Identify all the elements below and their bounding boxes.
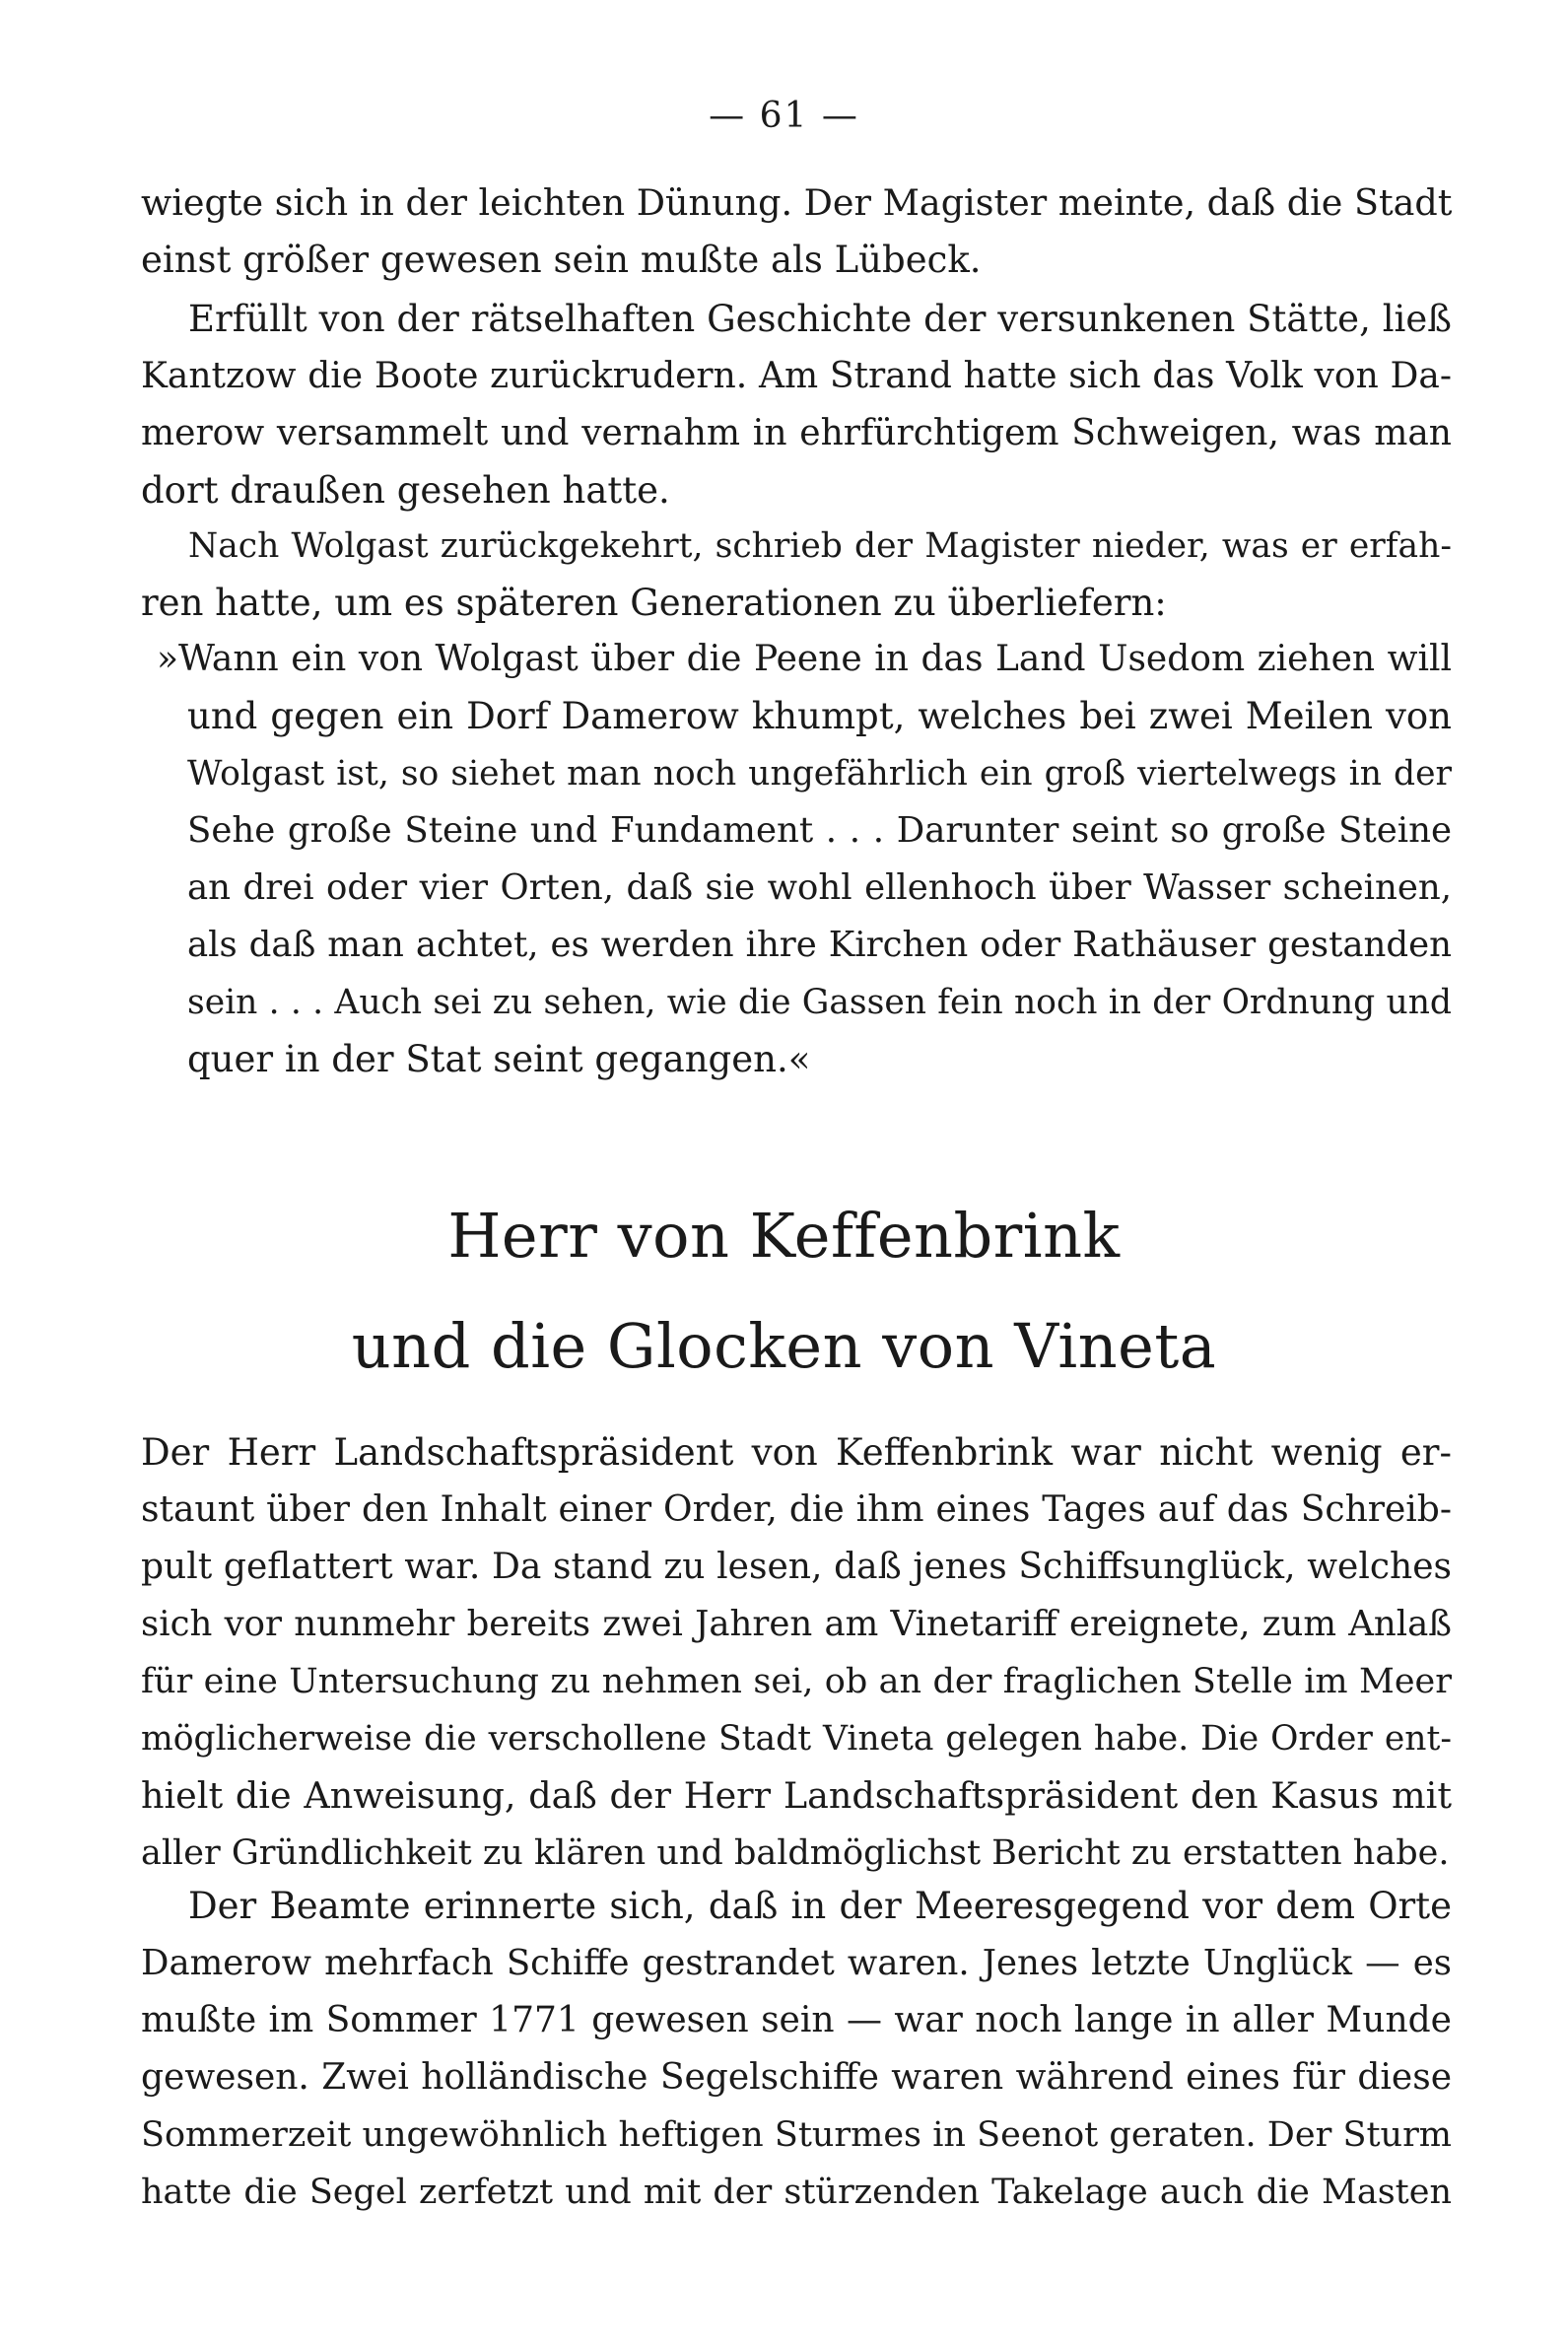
chapter-title-line-1: Herr von Keffenbrink — [447, 1200, 1121, 1272]
paragraph-wolgast — [141, 518, 1452, 632]
text-line: hatte die Segel zerfetzt und mit der stürzenden Takelage auch die Masten — [141, 2173, 1452, 2212]
text-line: pult geflattert war. Da stand zu lesen, daß jenes Schiffsunglück, welches — [141, 1547, 1452, 1587]
quote-line: Wolgast ist, so siehet man noch ungefährlich ein groß viertelwegs in der — [187, 754, 1452, 794]
paragraph-intro — [141, 174, 1452, 289]
text-line: ren hatte, um es späteren Generationen zu überliefern: — [141, 582, 1167, 624]
page-number: — 61 — — [709, 96, 859, 136]
text-line: staunt über den Inhalt einer Order, die ihm eines Tages auf das Schreib- — [141, 1489, 1452, 1530]
text-line: Nach Wolgast zurückgekehrt, schrieb der Magister nieder, was er erfah- — [188, 526, 1452, 566]
text-line: Der Herr Landschaftspräsident von Keffenbrink war nicht wenig er- — [141, 1431, 1452, 1474]
text-line: für eine Untersuchung zu nehmen sei, ob an der fraglichen Stelle im Meer — [141, 1662, 1452, 1701]
text-line: Der Beamte erinnerte sich, daß in der Meeresgegend vor dem Orte — [188, 1885, 1452, 1927]
text-line: möglicherweise die verschollene Stadt Vineta gelegen habe. Die Order ent- — [141, 1719, 1452, 1759]
paragraph-beamte — [141, 1878, 1452, 2221]
quote-line: »Wann ein von Wolgast über die Peene in das Land Usedom ziehen will — [157, 639, 1452, 679]
text-line: mußte im Sommer 1771 gewesen sein — war noch lange in aller Munde — [141, 2000, 1452, 2040]
text-line: merow versammelt und vernahm in ehrfürchtigem Schweigen, was man — [141, 413, 1452, 453]
text-line: Erfüllt von der rätselhaften Geschichte der versunkenen Stätte, ließ — [188, 298, 1452, 340]
text-line: Sommerzeit ungewöhnlich heftigen Sturmes in Seenot geraten. Der Sturm — [141, 2115, 1452, 2155]
chapter-title-line-2: und die Glocken von Vineta — [351, 1310, 1217, 1382]
text-line: gewesen. Zwei holländische Segelschiffe waren während eines für diese — [141, 2057, 1452, 2098]
text-line: sich vor nunmehr bereits zwei Jahren am Vinetariff ereignete, zum Anlaß — [141, 1604, 1452, 1644]
text-line: dort draußen gesehen hatte. — [141, 469, 670, 512]
text-line: einst größer gewesen sein mußte als Lübeck. — [141, 239, 982, 281]
quote-line: an drei oder vier Orten, daß sie wohl ellenhoch über Wasser scheinen, — [187, 867, 1452, 908]
quote-line: und gegen ein Dorf Damerow khumpt, welches bei zwei Meilen von — [187, 695, 1452, 737]
quote-line: sein . . . Auch sei zu sehen, wie die Gassen fein noch in der Ordnung und — [187, 983, 1452, 1022]
paragraph-kantzow — [141, 291, 1452, 519]
quote-line: als daß man achtet, es werden ihre Kirchen oder Rathäuser gestanden — [187, 925, 1452, 965]
text-line: wiegte sich in der leichten Dünung. Der Magister meinte, daß die Stadt — [141, 181, 1453, 224]
text-line: Damerow mehrfach Schiffe gestrandet waren. Jenes letzte Unglück — es — [141, 1943, 1452, 1983]
quote-line: Sehe große Steine und Fundament . . . Darunter seint so große Steine — [187, 810, 1452, 851]
text-line: hielt die Anweisung, daß der Herr Landschaftspräsident den Kasus mit — [141, 1774, 1452, 1817]
text-line: aller Gründlichkeit zu klären und baldmöglichst Bericht zu erstatten habe. — [141, 1833, 1450, 1873]
block-quote — [141, 631, 1452, 1088]
paragraph-order — [141, 1424, 1452, 1882]
quote-line: quer in der Stat seint gegangen.« — [187, 1038, 811, 1080]
text-line: Kantzow die Boote zurückrudern. Am Strand hatte sich das Volk von Da- — [141, 356, 1452, 396]
